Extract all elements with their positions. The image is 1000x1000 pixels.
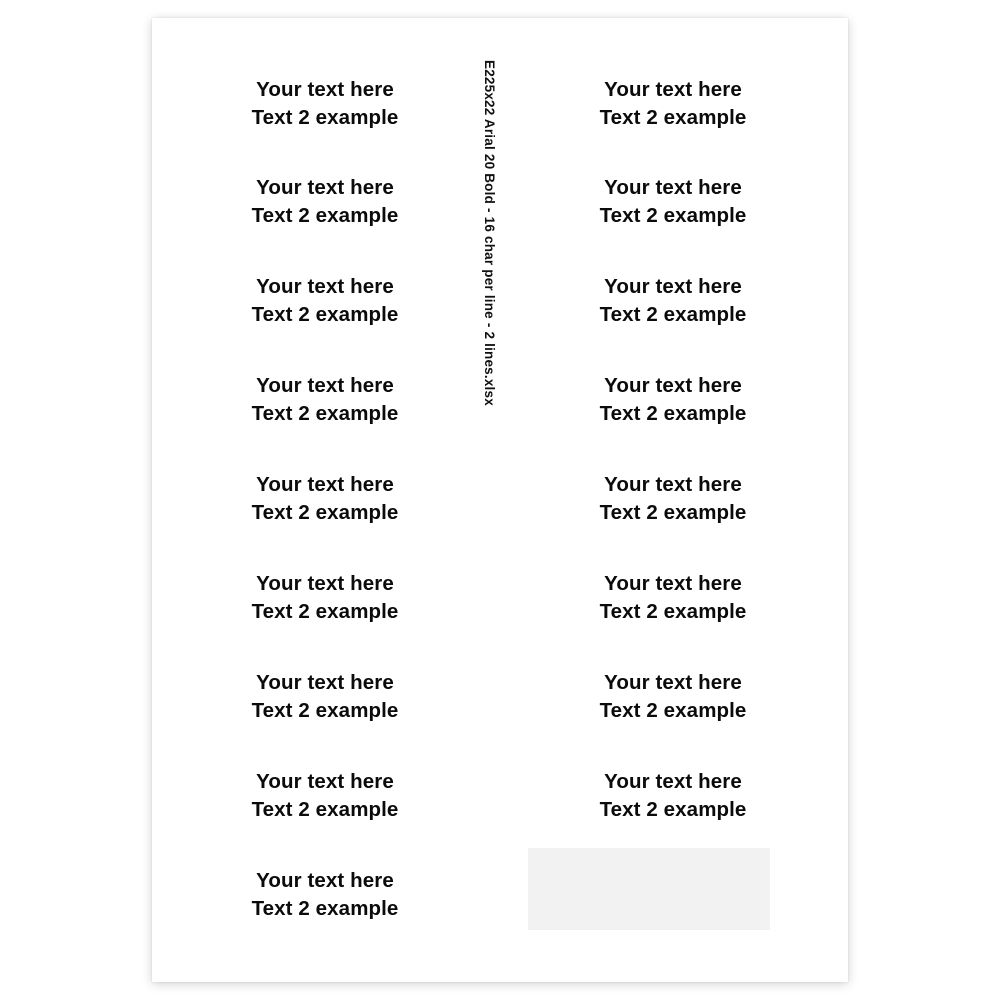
- label-line-1: Your text here: [256, 770, 394, 793]
- label-line-1: Your text here: [256, 869, 394, 892]
- filename-caption: [482, 60, 510, 440]
- label-column-right: [528, 18, 818, 982]
- label-sheet: [152, 18, 848, 982]
- filename-text: E225x22 Arial 20 Bold - 16 char per line - 2 lines.xlsx: [482, 60, 497, 406]
- label-line-2: Text 2 example: [599, 798, 747, 821]
- label-line-1: Your text here: [256, 275, 394, 298]
- label-cell[interactable]: [180, 471, 470, 545]
- label-line-1: Your text here: [256, 176, 394, 199]
- label-line-2: Text 2 example: [251, 600, 399, 623]
- label-line-1: Your text here: [604, 473, 742, 496]
- label-line-2: Text 2 example: [251, 303, 399, 326]
- empty-label-cell[interactable]: [528, 848, 770, 930]
- label-line-2: Text 2 example: [599, 303, 747, 326]
- label-line-2: Text 2 example: [251, 897, 399, 920]
- label-cell[interactable]: [180, 174, 470, 248]
- label-cell[interactable]: [528, 372, 818, 446]
- label-line-2: Text 2 example: [251, 798, 399, 821]
- label-line-1: Your text here: [256, 572, 394, 595]
- label-line-2: Text 2 example: [251, 699, 399, 722]
- label-line-2: Text 2 example: [251, 106, 399, 129]
- label-cell[interactable]: [528, 570, 818, 644]
- label-cell[interactable]: [180, 76, 470, 150]
- label-line-2: Text 2 example: [599, 204, 747, 227]
- label-line-1: Your text here: [604, 671, 742, 694]
- label-cell[interactable]: [180, 570, 470, 644]
- label-line-1: Your text here: [604, 176, 742, 199]
- label-line-2: Text 2 example: [251, 402, 399, 425]
- label-line-2: Text 2 example: [599, 106, 747, 129]
- label-line-1: Your text here: [256, 671, 394, 694]
- label-line-1: Your text here: [604, 770, 742, 793]
- label-line-2: Text 2 example: [251, 501, 399, 524]
- label-cell[interactable]: [180, 867, 470, 941]
- label-line-1: Your text here: [256, 78, 394, 101]
- label-line-1: Your text here: [604, 275, 742, 298]
- label-cell[interactable]: [528, 471, 818, 545]
- label-cell[interactable]: [528, 273, 818, 347]
- label-cell[interactable]: [180, 768, 470, 842]
- label-grid: [152, 18, 848, 982]
- label-line-1: Your text here: [604, 572, 742, 595]
- label-line-2: Text 2 example: [599, 699, 747, 722]
- label-column-left: [180, 18, 470, 982]
- label-line-2: Text 2 example: [599, 402, 747, 425]
- label-cell[interactable]: [180, 669, 470, 743]
- label-cell[interactable]: [528, 768, 818, 842]
- label-cell[interactable]: [180, 273, 470, 347]
- label-line-1: Your text here: [256, 473, 394, 496]
- label-line-1: Your text here: [256, 374, 394, 397]
- label-cell[interactable]: [528, 76, 818, 150]
- label-line-2: Text 2 example: [599, 600, 747, 623]
- label-line-1: Your text here: [604, 78, 742, 101]
- label-line-2: Text 2 example: [599, 501, 747, 524]
- label-cell[interactable]: [180, 372, 470, 446]
- label-line-2: Text 2 example: [251, 204, 399, 227]
- label-line-1: Your text here: [604, 374, 742, 397]
- label-cell[interactable]: [528, 669, 818, 743]
- label-cell[interactable]: [528, 174, 818, 248]
